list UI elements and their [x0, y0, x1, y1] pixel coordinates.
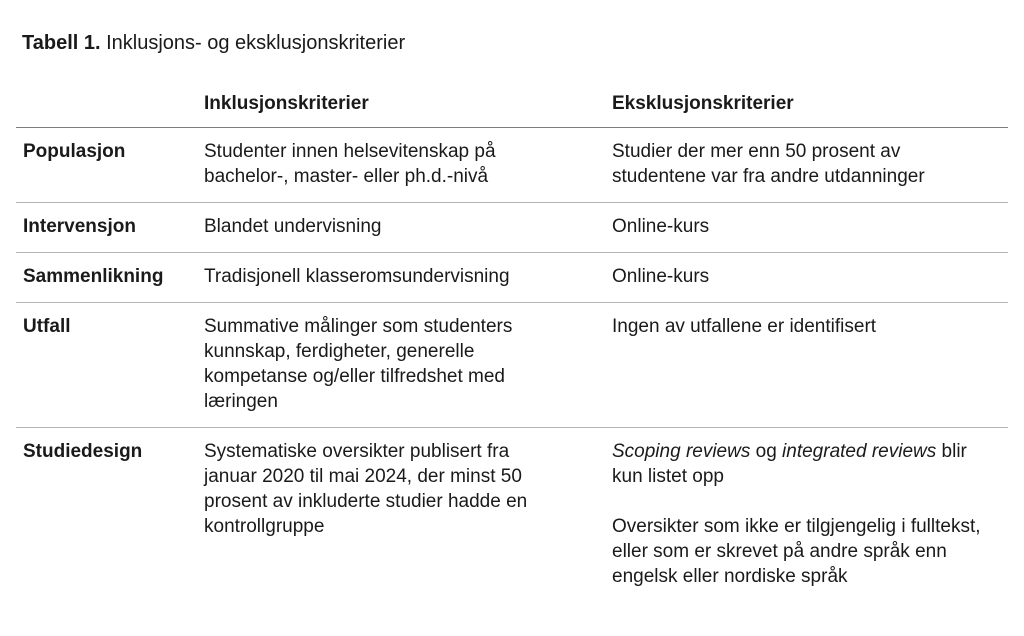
- inclusion-cell: [204, 303, 612, 427]
- exclusion-cell: [612, 203, 1008, 252]
- cell-paragraph: [204, 264, 554, 289]
- cell-paragraph: [204, 439, 554, 539]
- italic-text: integrated reviews: [782, 441, 937, 462]
- cell-paragraph: [612, 264, 994, 289]
- text: blir kun listet opp: [612, 441, 967, 487]
- inclusion-cell: [204, 128, 612, 202]
- table-row: [16, 253, 1008, 303]
- cell-paragraph: [612, 514, 994, 589]
- cell-paragraph: [612, 139, 994, 189]
- text: Studenter innen helsevitenskap på bachelor-, master- eller ph.d.-nivå: [204, 141, 496, 187]
- cell-paragraph: [204, 214, 554, 239]
- criteria-table: [16, 70, 1008, 602]
- cell-paragraph: [204, 314, 554, 414]
- text: Online-kurs: [612, 266, 710, 287]
- text: Blandet undervisning: [204, 216, 382, 237]
- exclusion-cell: [612, 253, 1008, 302]
- table-caption-label: Tabell 1.: [22, 32, 101, 54]
- table-row: [16, 428, 1008, 602]
- table-caption-title: Inklusjons- og eksklusjonskriterier: [100, 32, 406, 54]
- table-header-row: [16, 70, 1008, 128]
- cell-paragraph: [204, 139, 554, 189]
- text: Oversikter som ikke er tilgjengelig i fulltekst, eller som er skrevet på andre språk enn engelsk eller nordiske språk: [612, 516, 981, 587]
- row-label: Intervensjon: [23, 216, 136, 237]
- cell-paragraph: [612, 439, 994, 489]
- inclusion-cell: [204, 428, 612, 602]
- text: Ingen av utfallene er identifisert: [612, 316, 877, 337]
- table-body: [16, 128, 1008, 602]
- text: Tradisjonell klasseromsundervisning: [204, 266, 510, 287]
- table-caption: [22, 30, 1008, 56]
- text: Studier der mer enn 50 prosent av studentene var fra andre utdanninger: [612, 141, 925, 187]
- row-label: Sammenlikning: [23, 266, 164, 287]
- text: Online-kurs: [612, 216, 710, 237]
- text: Systematiske oversikter publisert fra januar 2020 til mai 2024, der minst 50 prosent av inkluderte studier hadde en kontrollgruppe: [204, 441, 528, 537]
- inclusion-cell: [204, 253, 612, 302]
- text: og: [750, 441, 783, 462]
- exclusion-cell: [612, 128, 1008, 202]
- exclusion-cell: [612, 303, 1008, 427]
- inclusion-cell: [204, 203, 612, 252]
- table-row: [16, 303, 1008, 428]
- cell-paragraph: [612, 214, 994, 239]
- exclusion-cell: [612, 428, 1008, 602]
- header-inclusion: Inklusjonskriterier: [204, 93, 369, 114]
- header-empty-cell: [16, 70, 204, 127]
- cell-paragraph: [612, 314, 994, 339]
- row-label: Utfall: [23, 316, 71, 337]
- italic-text: Scoping reviews: [612, 441, 751, 462]
- table-row: [16, 203, 1008, 253]
- table-row: [16, 128, 1008, 203]
- header-exclusion: Eksklusjonskriterier: [612, 93, 794, 114]
- row-label: Populasjon: [23, 141, 126, 162]
- text: Summative målinger som studenters kunnskap, ferdigheter, generelle kompetanse og/eller tilfredshet med læringen: [204, 316, 513, 412]
- row-label: Studiedesign: [23, 441, 143, 462]
